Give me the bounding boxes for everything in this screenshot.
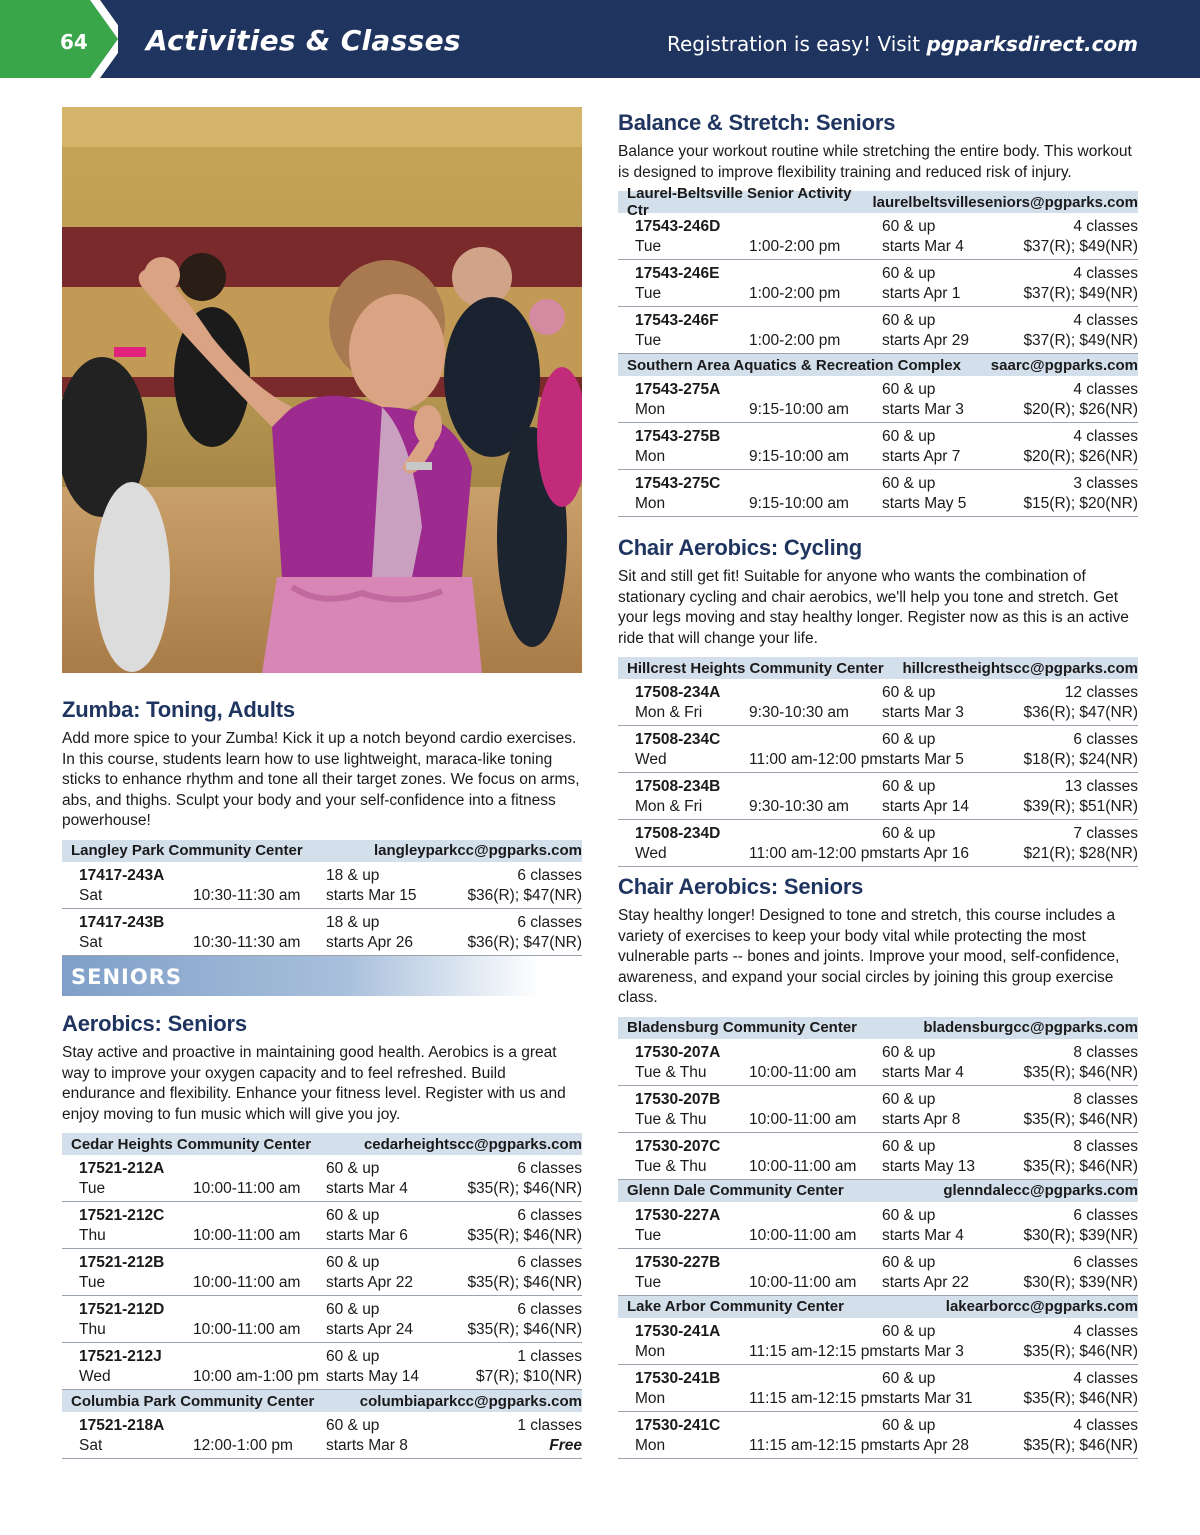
- location-name: Laurel-Beltsville Senior Activity Ctr: [627, 185, 852, 219]
- class-row: [618, 820, 1138, 867]
- class-age: 60 & up: [882, 381, 936, 398]
- class-fee: $7(R); $10(NR): [476, 1368, 582, 1385]
- class-count: 4 classes: [1073, 1369, 1138, 1387]
- class-age: 60 & up: [326, 1207, 380, 1224]
- balance-section: [618, 110, 1138, 517]
- class-age: 60 & up: [326, 1160, 380, 1177]
- class-start-date: starts May 14: [326, 1368, 420, 1385]
- class-fee: $21(R); $28(NR): [1023, 845, 1138, 862]
- class-day: Tue: [635, 1273, 662, 1291]
- class-fee: $35(R); $46(NR): [467, 1180, 582, 1197]
- class-code[interactable]: 17530-227B: [635, 1253, 721, 1271]
- class-day: Mon: [635, 495, 666, 512]
- location-list: [618, 185, 1138, 517]
- class-row: [618, 773, 1138, 820]
- class-age: 60 & up: [882, 1206, 936, 1224]
- class-count: 4 classes: [1073, 265, 1138, 282]
- class-count: 6 classes: [517, 1301, 582, 1318]
- class-day: Tue: [635, 332, 662, 349]
- class-day: Thu: [79, 1321, 106, 1338]
- location-name: Glenn Dale Community Center: [627, 1182, 844, 1199]
- class-start-date: starts Apr 26: [326, 933, 414, 951]
- section-title: Activities & Classes: [146, 24, 461, 57]
- class-count: 6 classes: [517, 913, 582, 931]
- class-age: 60 & up: [326, 1417, 380, 1434]
- location-header: [618, 1017, 1138, 1039]
- class-fee: $36(R); $47(NR): [467, 933, 582, 951]
- class-start-date: starts Mar 4: [882, 1226, 964, 1244]
- class-start-date: starts Mar 4: [326, 1180, 408, 1197]
- class-fee: $20(R); $26(NR): [1023, 401, 1138, 418]
- course-description: Balance your workout routine while stretching the entire body. This workout is designed to improve flexibility training and reduced risk of injury.: [618, 143, 1132, 181]
- class-code[interactable]: 17543-246D: [635, 218, 721, 235]
- class-day: Wed: [635, 751, 667, 768]
- class-start-date: starts Mar 5: [882, 751, 964, 768]
- course-title: Balance & Stretch: Seniors: [618, 110, 896, 135]
- class-time: 12:00-1:00 pm: [193, 1437, 293, 1454]
- course-title: Chair Aerobics: Seniors: [618, 874, 864, 899]
- course-title: Chair Aerobics: Cycling: [618, 535, 862, 560]
- cycling-section: [618, 535, 1138, 867]
- class-row: [62, 1343, 582, 1390]
- class-day: Wed: [635, 845, 667, 862]
- class-time: 11:00 am-12:00 pm: [749, 845, 883, 862]
- location-email-link[interactable]: hillcrestheightscc@pgparks.com: [902, 659, 1138, 677]
- class-time: 10:00-11:00 am: [193, 1180, 301, 1197]
- class-code[interactable]: 17508-234C: [635, 731, 721, 748]
- class-count: 6 classes: [517, 1207, 582, 1224]
- class-row: [618, 726, 1138, 773]
- class-time: 11:15 am-12:15 pm: [749, 1342, 883, 1360]
- class-fee: $35(R); $46(NR): [1023, 1110, 1138, 1128]
- class-code[interactable]: 17417-243A: [79, 866, 165, 884]
- class-fee: $20(R); $26(NR): [1023, 448, 1138, 465]
- class-day: Tue & Thu: [635, 1157, 707, 1175]
- class-start-date: starts Mar 4: [882, 238, 964, 255]
- aerobics-section: [62, 1011, 582, 1459]
- class-start-date: starts Apr 16: [882, 845, 970, 862]
- class-code[interactable]: 17530-207C: [635, 1137, 721, 1155]
- registration-text: Registration is easy! Visit pgparksdirect.com: [666, 32, 1138, 56]
- class-age: 60 & up: [882, 1322, 936, 1340]
- class-day: Tue: [79, 1274, 106, 1291]
- class-code[interactable]: 17417-243B: [79, 913, 165, 931]
- class-age: 60 & up: [882, 312, 936, 329]
- class-time: 9:15-10:00 am: [749, 448, 849, 465]
- location-email-link[interactable]: bladensburgcc@pgparks.com: [923, 1019, 1138, 1036]
- class-start-date: starts Mar 31: [882, 1389, 973, 1407]
- class-row: [618, 1412, 1138, 1459]
- class-fee: $35(R); $46(NR): [1023, 1389, 1138, 1407]
- class-count: 4 classes: [1073, 218, 1138, 235]
- class-age: 60 & up: [882, 1253, 936, 1271]
- class-age: 60 & up: [326, 1348, 380, 1365]
- class-count: 4 classes: [1073, 428, 1138, 445]
- class-count: 7 classes: [1073, 825, 1138, 842]
- class-time: 9:15-10:00 am: [749, 401, 849, 418]
- class-age: 60 & up: [326, 1254, 380, 1271]
- class-age: 60 & up: [882, 778, 936, 795]
- class-fee: $36(R); $47(NR): [467, 886, 582, 904]
- class-day: Sat: [79, 933, 103, 951]
- class-age: 60 & up: [882, 1090, 936, 1108]
- class-row: [618, 1039, 1138, 1086]
- class-day: Mon: [635, 1389, 666, 1407]
- class-code[interactable]: 17530-207A: [635, 1043, 721, 1061]
- location-email-link[interactable]: columbiaparkcc@pgparks.com: [359, 1392, 582, 1410]
- page-number-tab: [0, 0, 118, 78]
- location-email-link[interactable]: glenndalecc@pgparks.com: [943, 1182, 1138, 1199]
- class-day: Mon: [635, 401, 666, 418]
- class-start-date: starts Apr 7: [882, 448, 961, 465]
- class-day: Thu: [79, 1227, 106, 1244]
- class-start-date: starts Apr 1: [882, 285, 961, 302]
- class-count: 8 classes: [1073, 1043, 1138, 1061]
- class-fee: $18(R); $24(NR): [1023, 751, 1138, 768]
- class-code[interactable]: 17543-275C: [635, 475, 721, 492]
- class-start-date: starts Mar 3: [882, 1342, 964, 1360]
- class-time: 1:00-2:00 pm: [749, 238, 841, 255]
- class-row: [62, 909, 582, 956]
- class-count: 4 classes: [1073, 312, 1138, 329]
- class-time: 9:30-10:30 am: [749, 798, 849, 815]
- class-day: Mon: [635, 1342, 666, 1360]
- class-start-date: starts Mar 15: [326, 886, 417, 904]
- class-age: 60 & up: [882, 265, 936, 282]
- class-age: 60 & up: [882, 1369, 936, 1387]
- class-count: 1 classes: [517, 1348, 582, 1365]
- class-count: 8 classes: [1073, 1090, 1138, 1108]
- class-day: Mon: [635, 448, 666, 465]
- class-time: 1:00-2:00 pm: [749, 285, 841, 302]
- class-count: 6 classes: [1073, 1206, 1138, 1224]
- location-name: Bladensburg Community Center: [627, 1019, 858, 1036]
- location-name: Cedar Heights Community Center: [71, 1135, 312, 1153]
- class-day: Tue: [79, 1180, 106, 1197]
- class-code[interactable]: 17530-227A: [635, 1206, 721, 1224]
- class-day: Sat: [79, 1437, 103, 1454]
- class-start-date: starts Apr 22: [326, 1274, 414, 1291]
- class-age: 60 & up: [882, 684, 936, 701]
- class-count: 1 classes: [517, 1417, 582, 1434]
- class-age: 18 & up: [326, 913, 380, 931]
- class-row: [618, 1318, 1138, 1365]
- class-row: [618, 1365, 1138, 1412]
- class-row: [618, 423, 1138, 470]
- class-count: 4 classes: [1073, 381, 1138, 398]
- class-start-date: starts May 13: [882, 1157, 976, 1175]
- class-start-date: starts Apr 28: [882, 1436, 970, 1454]
- class-row: [618, 679, 1138, 726]
- class-code[interactable]: 17521-212B: [79, 1254, 165, 1271]
- class-code[interactable]: 17543-246F: [635, 312, 719, 329]
- page-number: 64: [60, 30, 88, 54]
- class-time: 10:00-11:00 am: [749, 1273, 857, 1291]
- class-count: 6 classes: [517, 1254, 582, 1271]
- class-code[interactable]: 17508-234B: [635, 778, 721, 795]
- location-name: Langley Park Community Center: [71, 842, 303, 859]
- class-time: 11:15 am-12:15 pm: [749, 1436, 883, 1454]
- class-count: 6 classes: [517, 1160, 582, 1177]
- location-header: [62, 840, 582, 862]
- class-count: 8 classes: [1073, 1137, 1138, 1155]
- page-header: [0, 0, 1200, 78]
- class-code[interactable]: 17521-218A: [79, 1417, 165, 1434]
- class-start-date: starts Mar 3: [882, 401, 964, 418]
- class-code[interactable]: 17530-241A: [635, 1322, 721, 1340]
- class-count: 13 classes: [1064, 778, 1138, 795]
- location-header: [618, 185, 1138, 219]
- class-age: 60 & up: [882, 731, 936, 748]
- class-row: [618, 260, 1138, 307]
- class-row: [618, 1133, 1138, 1180]
- class-day: Mon: [635, 1436, 666, 1454]
- class-row: [62, 1412, 582, 1459]
- class-day: Wed: [79, 1368, 111, 1385]
- class-day: Tue: [635, 285, 662, 302]
- class-day: Tue: [635, 1226, 662, 1244]
- class-code[interactable]: 17543-246E: [635, 265, 720, 282]
- location-name: Southern Area Aquatics & Recreation Complex: [627, 356, 961, 374]
- zumba-class-photo: [62, 107, 582, 673]
- class-time: 10:00-11:00 am: [749, 1157, 857, 1175]
- location-email-link[interactable]: cedarheightscc@pgparks.com: [363, 1135, 582, 1153]
- class-row: [62, 1155, 582, 1202]
- class-code[interactable]: 17508-234D: [635, 825, 721, 842]
- class-row: [62, 1296, 582, 1343]
- class-age: 60 & up: [882, 1043, 936, 1061]
- class-time: 10:00 am-1:00 pm: [193, 1368, 319, 1385]
- class-row: [618, 376, 1138, 423]
- class-row: [62, 1249, 582, 1296]
- class-fee: $37(R); $49(NR): [1023, 285, 1138, 302]
- class-fee: $35(R); $46(NR): [1023, 1157, 1138, 1175]
- class-count: 6 classes: [1073, 731, 1138, 748]
- class-code[interactable]: 17530-241C: [635, 1416, 721, 1434]
- class-time: 9:15-10:00 am: [749, 495, 849, 512]
- class-row: [62, 862, 582, 909]
- class-time: 10:00-11:00 am: [193, 1227, 301, 1244]
- location-email-link[interactable]: saarc@pgparks.com: [990, 356, 1138, 374]
- location-email-link[interactable]: laurelbeltsvilleseniors@pgparks.com: [872, 193, 1138, 211]
- location-name: Hillcrest Heights Community Center: [627, 659, 884, 677]
- class-fee: $15(R); $20(NR): [1023, 495, 1138, 512]
- location-header: [618, 1180, 1138, 1202]
- class-row: [618, 470, 1138, 517]
- course-description: Stay healthy longer! Designed to tone and stretch, this course includes a variety of exercises to keep your body vital while protecting the most vulnerable parts -- bones and joints. Improve your mood, self-confidence, awareness, and expand your social circles by joining this group exercise class.: [618, 907, 1120, 1006]
- class-count: 4 classes: [1073, 1322, 1138, 1340]
- class-count: 4 classes: [1073, 1416, 1138, 1434]
- class-fee: $35(R); $46(NR): [1023, 1436, 1138, 1454]
- class-fee: $35(R); $46(NR): [467, 1274, 582, 1291]
- class-fee: $30(R); $39(NR): [1023, 1226, 1138, 1244]
- location-list: [618, 657, 1138, 867]
- location-header: [62, 1133, 582, 1155]
- course-title: Zumba: Toning, Adults: [62, 697, 295, 722]
- class-start-date: starts Mar 4: [882, 1063, 964, 1081]
- class-row: [62, 1202, 582, 1249]
- class-count: 3 classes: [1073, 475, 1138, 492]
- class-time: 9:30-10:30 am: [749, 704, 849, 721]
- class-code[interactable]: 17521-212C: [79, 1207, 165, 1224]
- location-list: [62, 840, 582, 956]
- class-start-date: starts Mar 3: [882, 704, 964, 721]
- class-age: 60 & up: [882, 1137, 936, 1155]
- location-list: [62, 1133, 582, 1459]
- class-age: 60 & up: [882, 218, 936, 235]
- class-time: 11:00 am-12:00 pm: [749, 751, 883, 768]
- class-time: 10:30-11:30 am: [193, 886, 301, 904]
- class-start-date: starts Mar 8: [326, 1437, 408, 1454]
- class-row: [618, 213, 1138, 260]
- class-code[interactable]: 17543-275B: [635, 428, 721, 445]
- class-start-date: starts Apr 29: [882, 332, 970, 349]
- class-day: Tue & Thu: [635, 1063, 707, 1081]
- class-day: Tue & Thu: [635, 1110, 707, 1128]
- class-row: [618, 1086, 1138, 1133]
- class-code[interactable]: 17530-207B: [635, 1090, 721, 1108]
- course-title: Aerobics: Seniors: [62, 1011, 247, 1036]
- class-time: 10:00-11:00 am: [193, 1274, 301, 1291]
- class-day: Tue: [635, 238, 662, 255]
- zumba-section: [62, 697, 582, 956]
- class-start-date: starts Apr 22: [882, 1273, 970, 1291]
- class-code[interactable]: 17521-212A: [79, 1160, 165, 1177]
- course-description: Sit and still get fit! Suitable for anyone who wants the combination of stationary cycling and chair aerobics, we'll help you tone and stretch. Get your legs moving and stay healthy longer. Register now as this is an active ride that will change your life.: [618, 568, 1129, 647]
- class-count: 6 classes: [1073, 1253, 1138, 1271]
- class-age: 60 & up: [326, 1301, 380, 1318]
- class-count: 12 classes: [1064, 684, 1138, 701]
- class-fee: $37(R); $49(NR): [1023, 332, 1138, 349]
- class-start-date: starts Apr 14: [882, 798, 970, 815]
- class-time: 11:15 am-12:15 pm: [749, 1389, 883, 1407]
- class-start-date: starts May 5: [882, 495, 967, 512]
- class-fee: $35(R); $46(NR): [467, 1227, 582, 1244]
- class-age: 60 & up: [882, 428, 936, 445]
- class-time: 10:00-11:00 am: [749, 1063, 857, 1081]
- class-start-date: starts Mar 6: [326, 1227, 408, 1244]
- class-day: Mon & Fri: [635, 798, 703, 815]
- class-time: 1:00-2:00 pm: [749, 332, 841, 349]
- class-fee: $35(R); $46(NR): [1023, 1063, 1138, 1081]
- class-fee: $37(R); $49(NR): [1023, 238, 1138, 255]
- class-start-date: starts Apr 24: [326, 1321, 414, 1338]
- seniors-heading-band: [62, 956, 582, 996]
- class-fee: $35(R); $46(NR): [467, 1321, 582, 1338]
- class-age: 60 & up: [882, 1416, 936, 1434]
- class-time: 10:00-11:00 am: [749, 1110, 857, 1128]
- class-fee: $39(R); $51(NR): [1023, 798, 1138, 815]
- class-age: 18 & up: [326, 866, 380, 884]
- class-age: 60 & up: [882, 475, 936, 492]
- course-description: Stay active and proactive in maintaining good health. Aerobics is a great way to improve your oxygen capacity and to feel refreshed. Build endurance and flexibility. Enhance your fitness level. Register with us and enjoy moving to fun music which will give you joy.: [62, 1044, 566, 1123]
- class-row: [618, 1202, 1138, 1249]
- class-row: [618, 307, 1138, 354]
- class-day: Mon & Fri: [635, 704, 703, 721]
- location-header: [618, 1296, 1138, 1318]
- location-name: Lake Arbor Community Center: [627, 1298, 844, 1315]
- class-fee: $36(R); $47(NR): [1023, 704, 1138, 721]
- class-age: 60 & up: [882, 825, 936, 842]
- location-email-link[interactable]: lakearborcc@pgparks.com: [945, 1298, 1138, 1315]
- class-fee: $35(R); $46(NR): [1023, 1342, 1138, 1360]
- class-code[interactable]: 17521-212J: [79, 1348, 162, 1365]
- class-code[interactable]: 17543-275A: [635, 381, 721, 398]
- seniors-heading: SENIORS: [71, 965, 183, 989]
- class-code[interactable]: 17521-212D: [79, 1301, 165, 1318]
- location-name: Columbia Park Community Center: [71, 1392, 315, 1410]
- class-time: 10:30-11:30 am: [193, 933, 301, 951]
- class-day: Sat: [79, 886, 103, 904]
- class-code[interactable]: 17530-241B: [635, 1369, 721, 1387]
- class-count: 6 classes: [517, 866, 582, 884]
- registration-link[interactable]: pgparksdirect.com: [926, 32, 1138, 56]
- class-fee: Free: [549, 1437, 582, 1454]
- class-row: [618, 1249, 1138, 1296]
- class-time: 10:00-11:00 am: [749, 1226, 857, 1244]
- location-header: [618, 354, 1138, 376]
- class-time: 10:00-11:00 am: [193, 1321, 301, 1338]
- chair-seniors-section: [618, 874, 1138, 1459]
- location-header: [618, 657, 1138, 679]
- location-header: [62, 1390, 582, 1412]
- location-list: [618, 1017, 1138, 1459]
- class-code[interactable]: 17508-234A: [635, 684, 721, 701]
- class-fee: $30(R); $39(NR): [1023, 1273, 1138, 1291]
- course-description: Add more spice to your Zumba! Kick it up a notch beyond cardio exercises. In this course, students learn how to use lightweight, maraca-like toning sticks to enhance rhythm and tone all their target zones. We focus on arms, abs, and thighs. Sculpt your body and your self-confidence into a fitness powerhouse!: [62, 730, 580, 829]
- class-start-date: starts Apr 8: [882, 1110, 961, 1128]
- location-email-link[interactable]: langleyparkcc@pgparks.com: [373, 842, 582, 859]
